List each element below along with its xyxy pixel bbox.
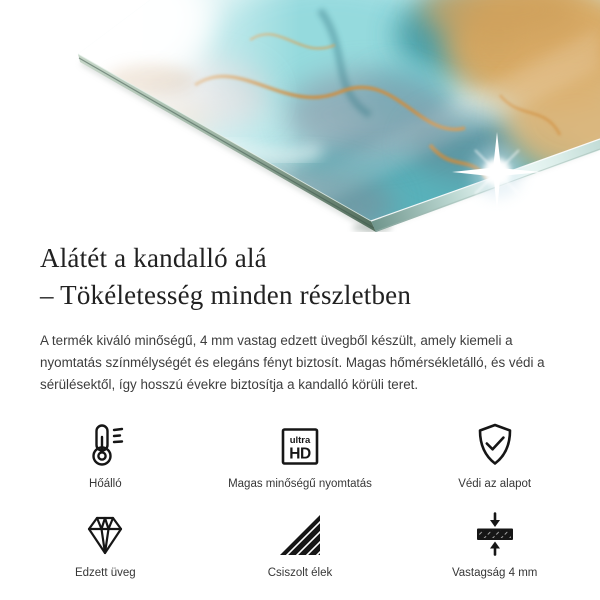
feature-label: Hőálló — [89, 478, 122, 490]
page-title — [40, 240, 560, 314]
shield-check-icon — [473, 422, 517, 468]
feature-label: Csiszolt élek — [267, 567, 333, 579]
page-title-line1: Alátét a kandalló alá — [40, 243, 267, 273]
feature-item — [8, 422, 203, 491]
feature-label: Edzett üveg — [74, 567, 136, 579]
polished-edges-icon — [278, 513, 322, 557]
feature-icon-wrap — [278, 511, 322, 557]
svg-text:ultra: ultra — [289, 435, 311, 446]
feature-icon-wrap — [471, 511, 519, 557]
diamond-icon — [81, 513, 129, 557]
marble-print-surface — [0, 0, 600, 232]
feature-label: Magas minőségű nyomtatás — [228, 478, 372, 490]
product-image — [0, 0, 600, 232]
feature-grid — [0, 422, 600, 580]
feature-item — [397, 422, 592, 491]
feature-item — [397, 511, 592, 580]
feature-item — [203, 422, 398, 491]
feature-icon-wrap — [81, 511, 129, 557]
feature-icon-wrap — [473, 422, 517, 468]
product-description-section — [0, 240, 600, 580]
feature-icon-wrap — [278, 422, 322, 468]
ultra-hd-icon — [278, 426, 322, 468]
feature-label: Védi az alapot — [458, 478, 532, 490]
page-title-line2: – Tökéletesség minden részletben — [40, 280, 412, 310]
thermometer-icon — [85, 422, 125, 468]
feature-item — [8, 511, 203, 580]
feature-label: Vastagság 4 mm — [451, 567, 538, 579]
feature-icon-wrap — [85, 422, 125, 468]
feature-item — [203, 511, 398, 580]
thickness-icon — [471, 511, 519, 557]
svg-text:HD: HD — [289, 445, 311, 463]
product-description-text: A termék kiváló minőségű, 4 mm vastag edzett üvegből készült, amely kiemeli a nyomtatás színmélységét és elegáns fényt biztosít. Magas hőmérsékletálló, és védi a sérülésektől, így hosszú évekre biztosítja a kandalló körüli teret. — [40, 333, 545, 392]
glass-hearth-pad-marble-art — [0, 0, 600, 232]
